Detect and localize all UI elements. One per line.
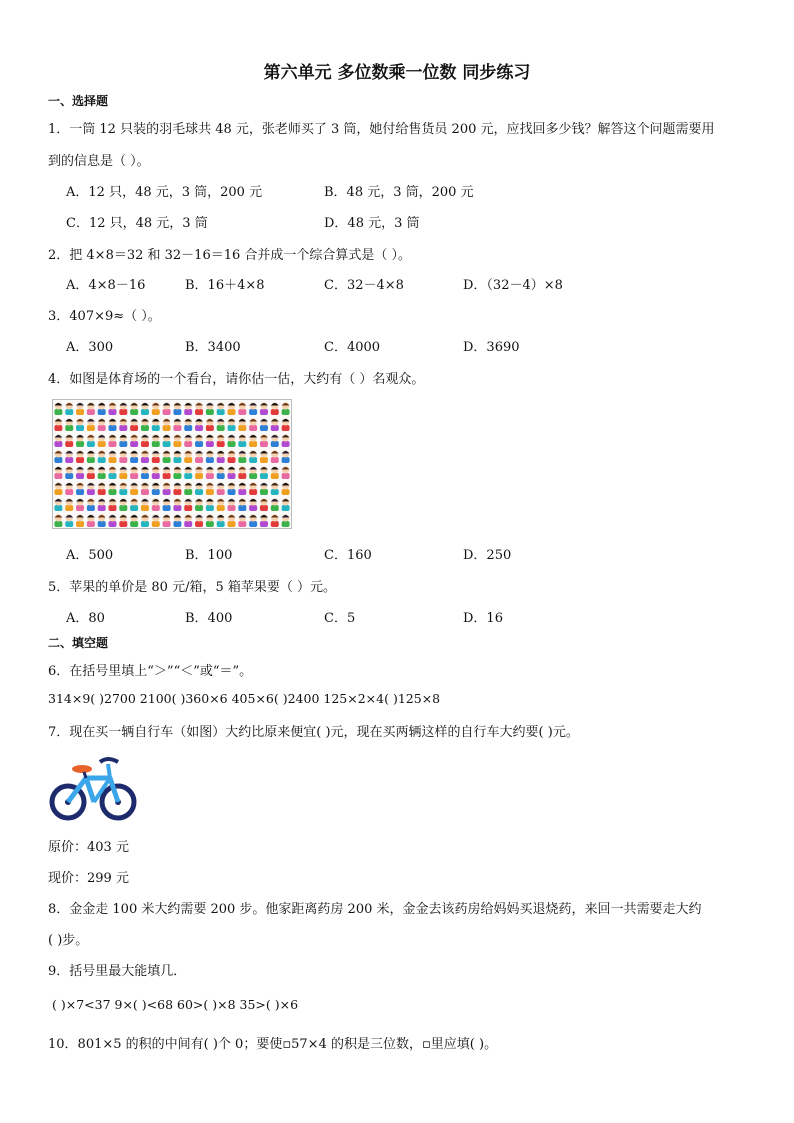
spectator-figure (228, 434, 236, 447)
spectator-figure (249, 466, 257, 479)
spectator-figure (228, 482, 236, 495)
spectator-figure (249, 482, 257, 495)
question-7-text: 7．现在买一辆自行车（如图）大约比原来便宜( )元，现在买两辆这样的自行车大约要( )元。 (48, 725, 579, 740)
spectator-figure (206, 450, 214, 463)
spectator-figure (260, 498, 268, 511)
spectator-figure (271, 482, 279, 495)
spectator-figure (76, 482, 84, 495)
spectator-figure (228, 402, 236, 415)
spectator-figure (238, 434, 246, 447)
spectator-figure (76, 514, 84, 527)
spectator-figure (152, 482, 160, 495)
spectator-figure (98, 514, 106, 527)
spectator-figure (195, 466, 203, 479)
spectator-figure (119, 402, 127, 415)
spectator-figure (163, 466, 171, 479)
spectator-figure (282, 466, 290, 479)
spectator-figure (65, 514, 73, 527)
spectator-figure (238, 466, 246, 479)
question-5-text: 5．苹果的单价是 80 元/箱，5 箱苹果要（ ）元。 (48, 580, 336, 595)
spectator-figure (217, 514, 225, 527)
spectator-figure (152, 514, 160, 527)
question-9-items: ( )×7<37 9×( )<68 60>( )×8 35>( )×6 (52, 997, 299, 1012)
spectator-figure (130, 514, 138, 527)
question-4-option-a: A．500 (66, 548, 114, 563)
spectator-figure (173, 514, 181, 527)
spectator-figure (195, 498, 203, 511)
question-5-option-c: C．5 (324, 611, 356, 626)
spectator-figure (271, 450, 279, 463)
spectator-figure (271, 514, 279, 527)
spectator-figure (130, 450, 138, 463)
spectator-figure (228, 466, 236, 479)
spectator-figure (163, 434, 171, 447)
spectator-figure (141, 402, 149, 415)
spectator-figure (206, 482, 214, 495)
question-8-text: 8．金金走 100 米大约需要 200 步。他家距离药房 200 米，金金去该药房给妈妈买退烧药，来回一共需要走大约 (48, 902, 702, 917)
spectator-figure (163, 482, 171, 495)
spectator-figure (98, 482, 106, 495)
current-price: 现价：299 元 (48, 871, 129, 886)
spectator-figure (195, 402, 203, 415)
question-8-text-cont: ( )步。 (48, 933, 89, 948)
spectator-figure (260, 482, 268, 495)
spectator-figure (271, 434, 279, 447)
spectator-figure (119, 434, 127, 447)
spectator-figure (141, 482, 149, 495)
spectator-figure (109, 450, 117, 463)
spectator-figure (184, 498, 192, 511)
spectator-figure (130, 434, 138, 447)
question-4-option-c: C．160 (324, 548, 372, 563)
question-3-option-d: D．3690 (463, 340, 520, 355)
spectator-figure (141, 514, 149, 527)
spectator-figure (271, 466, 279, 479)
spectator-figure (54, 418, 62, 431)
spectator-figure (141, 450, 149, 463)
question-6-text: 6．在括号里填上“＞”“＜”或“＝”。 (48, 664, 253, 679)
spectator-figure (87, 402, 95, 415)
question-6-items: 314×9( )2700 2100( )360×6 405×6( )2400 125×2×4( )125×8 (48, 691, 441, 706)
spectator-figure (87, 482, 95, 495)
spectator-figure (282, 450, 290, 463)
spectator-figure (109, 482, 117, 495)
spectator-figure (163, 418, 171, 431)
stadium-crowd-image (52, 399, 292, 529)
spectator-figure (119, 418, 127, 431)
spectator-figure (152, 434, 160, 447)
spectator-figure (87, 498, 95, 511)
spectator-figure (206, 418, 214, 431)
spectator-figure (65, 498, 73, 511)
spectator-figure (249, 434, 257, 447)
spectator-figure (54, 498, 62, 511)
spectator-figure (173, 498, 181, 511)
question-3-option-b: B．3400 (185, 340, 241, 355)
spectator-figure (87, 450, 95, 463)
spectator-figure (87, 434, 95, 447)
spectator-figure (130, 418, 138, 431)
spectator-figure (249, 418, 257, 431)
spectator-figure (130, 466, 138, 479)
spectator-figure (54, 482, 62, 495)
spectator-figure (163, 450, 171, 463)
question-4-option-b: B．100 (185, 548, 233, 563)
spectator-figure (87, 418, 95, 431)
question-5-option-b: B．400 (185, 611, 233, 626)
spectator-figure (238, 498, 246, 511)
spectator-figure (76, 402, 84, 415)
spectator-figure (98, 434, 106, 447)
spectator-figure (76, 418, 84, 431)
question-3-option-a: A．300 (66, 340, 114, 355)
spectator-figure (238, 402, 246, 415)
question-2-option-d: D．（32－4）×8 (463, 278, 563, 293)
spectator-figure (87, 514, 95, 527)
spectator-figure (163, 514, 171, 527)
spectator-figure (271, 402, 279, 415)
spectator-figure (87, 466, 95, 479)
spectator-figure (238, 482, 246, 495)
spectator-figure (119, 450, 127, 463)
question-1-option-a: A．12 只，48 元，3 筒，200 元 (66, 185, 263, 200)
spectator-figure (282, 418, 290, 431)
spectator-figure (282, 498, 290, 511)
question-1-option-c: C．12 只，48 元，3 筒 (66, 216, 208, 231)
spectator-figure (217, 482, 225, 495)
question-9-text: 9．括号里最大能填几． (48, 964, 187, 979)
spectator-figure (282, 482, 290, 495)
original-price: 原价：403 元 (48, 840, 129, 855)
spectator-figure (206, 466, 214, 479)
spectator-figure (217, 402, 225, 415)
spectator-figure (282, 402, 290, 415)
spectator-figure (130, 402, 138, 415)
spectator-figure (98, 418, 106, 431)
spectator-figure (282, 434, 290, 447)
spectator-figure (119, 482, 127, 495)
spectator-figure (65, 482, 73, 495)
question-1-text-cont: 到的信息是（ ）。 (48, 154, 150, 169)
spectator-figure (98, 466, 106, 479)
spectator-figure (130, 498, 138, 511)
spectator-figure (130, 482, 138, 495)
spectator-figure (217, 450, 225, 463)
question-5-option-a: A．80 (66, 611, 105, 626)
spectator-figure (217, 418, 225, 431)
spectator-figure (54, 450, 62, 463)
spectator-figure (260, 514, 268, 527)
question-2-option-a: A．4×8－16 (66, 278, 146, 293)
spectator-figure (173, 450, 181, 463)
question-1-option-b: B．48 元，3 筒，200 元 (324, 185, 474, 200)
spectator-figure (260, 434, 268, 447)
spectator-figure (163, 402, 171, 415)
spectator-figure (249, 498, 257, 511)
spectator-figure (249, 450, 257, 463)
spectator-figure (65, 418, 73, 431)
spectator-figure (152, 418, 160, 431)
spectator-figure (238, 450, 246, 463)
spectator-figure (141, 466, 149, 479)
spectator-figure (228, 418, 236, 431)
spectator-figure (98, 450, 106, 463)
spectator-figure (249, 402, 257, 415)
spectator-figure (152, 498, 160, 511)
spectator-figure (206, 514, 214, 527)
spectator-figure (109, 418, 117, 431)
spectator-figure (119, 498, 127, 511)
spectator-figure (184, 434, 192, 447)
spectator-figure (260, 418, 268, 431)
spectator-figure (119, 466, 127, 479)
spectator-figure (228, 514, 236, 527)
spectator-figure (173, 482, 181, 495)
spectator-figure (206, 402, 214, 415)
spectator-figure (76, 434, 84, 447)
spectator-figure (238, 514, 246, 527)
spectator-figure (184, 466, 192, 479)
spectator-figure (249, 514, 257, 527)
spectator-figure (260, 450, 268, 463)
spectator-figure (184, 450, 192, 463)
spectator-figure (76, 466, 84, 479)
spectator-figure (228, 498, 236, 511)
spectator-figure (98, 498, 106, 511)
spectator-figure (217, 498, 225, 511)
spectator-figure (152, 450, 160, 463)
question-10-text: 10．801×5 的积的中间有( )个 0；要使▫57×4 的积是三位数，▫里应填( )。 (48, 1037, 498, 1052)
spectator-figure (141, 418, 149, 431)
spectator-figure (54, 402, 62, 415)
spectator-figure (119, 514, 127, 527)
spectator-figure (184, 418, 192, 431)
spectator-figure (54, 514, 62, 527)
spectator-figure (217, 466, 225, 479)
spectator-figure (217, 434, 225, 447)
spectator-figure (65, 434, 73, 447)
spectator-figure (173, 402, 181, 415)
spectator-figure (195, 434, 203, 447)
spectator-figure (184, 482, 192, 495)
spectator-figure (109, 514, 117, 527)
section-fill-heading: 二、填空题 (48, 636, 109, 650)
spectator-figure (228, 450, 236, 463)
spectator-figure (195, 418, 203, 431)
spectator-figure (65, 466, 73, 479)
spectator-figure (282, 514, 290, 527)
question-4-option-d: D．250 (463, 548, 512, 563)
spectator-figure (195, 482, 203, 495)
spectator-figure (163, 498, 171, 511)
section-choice-heading: 一、选择题 (48, 94, 109, 108)
spectator-figure (195, 450, 203, 463)
question-2-option-b: B．16＋4×8 (185, 278, 265, 293)
spectator-figure (271, 498, 279, 511)
spectator-figure (152, 466, 160, 479)
spectator-figure (109, 466, 117, 479)
spectator-figure (195, 514, 203, 527)
question-2-text: 2．把 4×8＝32 和 32－16＝16 合并成一个综合算式是（ ）。 (48, 248, 412, 263)
crowd-illustration (53, 400, 291, 528)
spectator-figure (76, 450, 84, 463)
spectator-figure (65, 402, 73, 415)
spectator-figure (54, 466, 62, 479)
spectator-figure (206, 498, 214, 511)
spectator-figure (98, 402, 106, 415)
spectator-figure (184, 514, 192, 527)
spectator-figure (109, 434, 117, 447)
spectator-figure (54, 434, 62, 447)
question-1-option-d: D．48 元，3 筒 (324, 216, 420, 231)
question-2-option-c: C．32－4×8 (324, 278, 404, 293)
spectator-figure (184, 402, 192, 415)
spectator-figure (173, 466, 181, 479)
spectator-figure (260, 402, 268, 415)
question-3-text: 3．407×9≈（ ）。 (48, 309, 161, 324)
page-title: 第六单元 多位数乘一位数 同步练习 (263, 63, 531, 83)
spectator-figure (173, 418, 181, 431)
question-3-option-c: C．4000 (324, 340, 381, 355)
question-4-text: 4．如图是体育场的一个看台，请你估一估，大约有（ ）名观众。 (48, 372, 425, 387)
question-1-text: 1．一筒 12 只装的羽毛球共 48 元，张老师买了 3 筒，她付给售货员 200 元，应找回多少钱？解答这个问题需要用 (48, 122, 715, 137)
spectator-figure (109, 498, 117, 511)
spectator-figure (76, 498, 84, 511)
spectator-figure (152, 402, 160, 415)
spectator-figure (238, 418, 246, 431)
bicycle-image (48, 752, 140, 822)
spectator-figure (141, 434, 149, 447)
spectator-figure (65, 450, 73, 463)
spectator-figure (206, 434, 214, 447)
spectator-figure (260, 466, 268, 479)
spectator-figure (141, 498, 149, 511)
question-5-option-d: D．16 (463, 611, 503, 626)
spectator-figure (173, 434, 181, 447)
spectator-figure (271, 418, 279, 431)
spectator-figure (109, 402, 117, 415)
